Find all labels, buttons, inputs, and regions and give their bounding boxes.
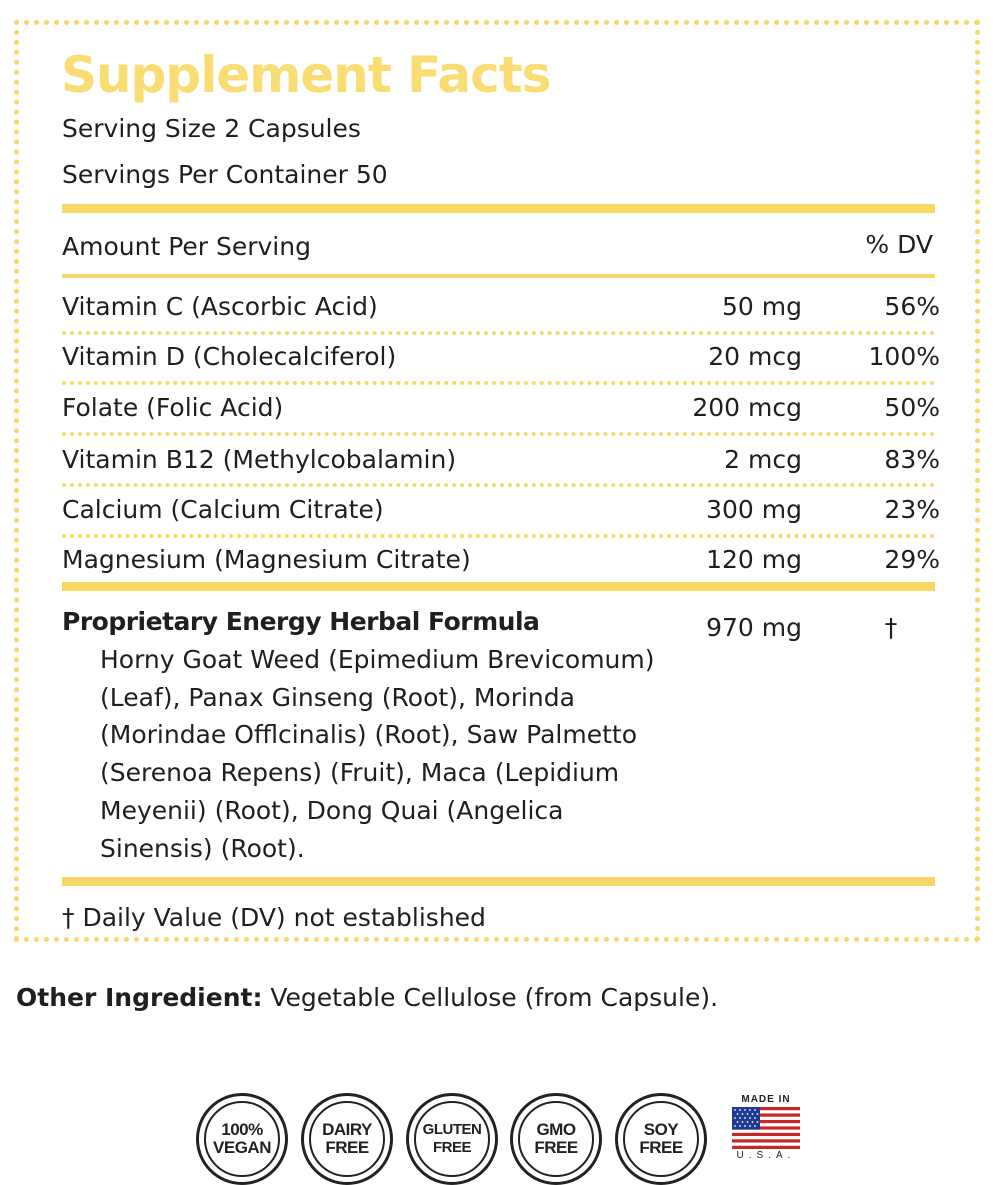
badge-line: GMO xyxy=(536,1120,576,1139)
nutrient-dv: 56% xyxy=(884,292,940,321)
nutrient-row xyxy=(0,490,1000,530)
row-divider xyxy=(62,432,935,436)
dairy-free-badge xyxy=(301,1093,393,1185)
nutrient-name: Vitamin B12 (Methylcobalamin) xyxy=(62,445,457,474)
thick-rule-top xyxy=(62,204,935,213)
nutrient-row xyxy=(0,540,1000,580)
usa-label: U.S.A. xyxy=(736,1150,796,1161)
panel-title: Supplement Facts xyxy=(61,46,551,104)
vegan-badge xyxy=(196,1093,288,1185)
nutrient-dv: 23% xyxy=(884,495,940,524)
badge-line: FREE xyxy=(534,1138,578,1157)
blend-dv: † xyxy=(884,613,898,642)
row-divider xyxy=(62,534,935,538)
nutrient-amount: 200 mcg xyxy=(692,393,802,422)
nutrient-amount: 20 mcg xyxy=(708,342,802,371)
badge-line: FREE xyxy=(325,1138,369,1157)
nutrient-row xyxy=(0,388,1000,428)
blend-name: Proprietary Energy Herbal Formula xyxy=(62,607,540,636)
nutrient-amount: 2 mcg xyxy=(724,445,802,474)
us-flag-icon xyxy=(732,1107,800,1149)
servings-per-container: Servings Per Container 50 xyxy=(62,160,388,189)
other-ingredient-value: Vegetable Cellulose (from Capsule). xyxy=(262,983,719,1012)
badge-line: GLUTEN xyxy=(422,1121,482,1138)
nutrient-row xyxy=(0,337,1000,377)
other-ingredient-label: Other Ingredient: xyxy=(16,983,263,1012)
dv-footnote: † Daily Value (DV) not established xyxy=(62,903,486,932)
badge-line: FREE xyxy=(432,1139,471,1156)
nutrient-dv: 100% xyxy=(868,342,940,371)
badge-line: FREE xyxy=(639,1138,683,1157)
nutrient-dv: 29% xyxy=(884,545,940,574)
blend-description: Horny Goat Weed (Epimedium Brevicomum) (Leaf), Panax Ginseng (Root), Morinda (Morindae Offlcinalis) (Root), Saw Palmetto (Serenoa Repens) (Fruit), Maca (Lepidium Meyenii) (Root), Dong Quai (Angelica Sinensis) (Root). xyxy=(100,645,655,863)
badge-line: 100% xyxy=(221,1120,263,1139)
nutrient-dv: 83% xyxy=(884,445,940,474)
nutrient-amount: 300 mg xyxy=(706,495,802,524)
nutrient-amount: 50 mg xyxy=(722,292,802,321)
nutrient-row xyxy=(0,287,1000,327)
badge-line: SOY xyxy=(643,1120,679,1139)
soy-free-badge xyxy=(615,1093,707,1185)
blend-amount: 970 mg xyxy=(706,613,802,642)
thick-rule-bottom xyxy=(62,877,935,886)
gmo-free-badge xyxy=(510,1093,602,1185)
amount-per-serving-header: Amount Per Serving xyxy=(62,232,311,261)
nutrient-dv: 50% xyxy=(884,393,940,422)
thick-rule-middle xyxy=(62,582,935,591)
gluten-free-badge xyxy=(406,1093,498,1185)
nutrient-name: Vitamin D (Cholecalciferol) xyxy=(62,342,397,371)
serving-size: Serving Size 2 Capsules xyxy=(62,114,361,143)
made-in-usa-mark xyxy=(730,1094,802,1166)
row-divider xyxy=(62,483,935,487)
row-divider xyxy=(62,331,935,335)
nutrient-row xyxy=(0,440,1000,480)
nutrient-name: Calcium (Calcium Citrate) xyxy=(62,495,384,524)
nutrient-name: Magnesium (Magnesium Citrate) xyxy=(62,545,471,574)
row-divider xyxy=(62,381,935,385)
badge-line: VEGAN xyxy=(213,1138,271,1157)
nutrient-name: Folate (Folic Acid) xyxy=(62,393,284,422)
nutrient-amount: 120 mg xyxy=(706,545,802,574)
made-in-label: MADE IN xyxy=(741,1094,791,1105)
dv-header: % DV xyxy=(865,230,933,259)
thin-rule-header xyxy=(62,274,935,278)
badge-line: DAIRY xyxy=(322,1120,372,1139)
nutrient-name: Vitamin C (Ascorbic Acid) xyxy=(62,292,378,321)
other-ingredient xyxy=(16,978,718,1018)
